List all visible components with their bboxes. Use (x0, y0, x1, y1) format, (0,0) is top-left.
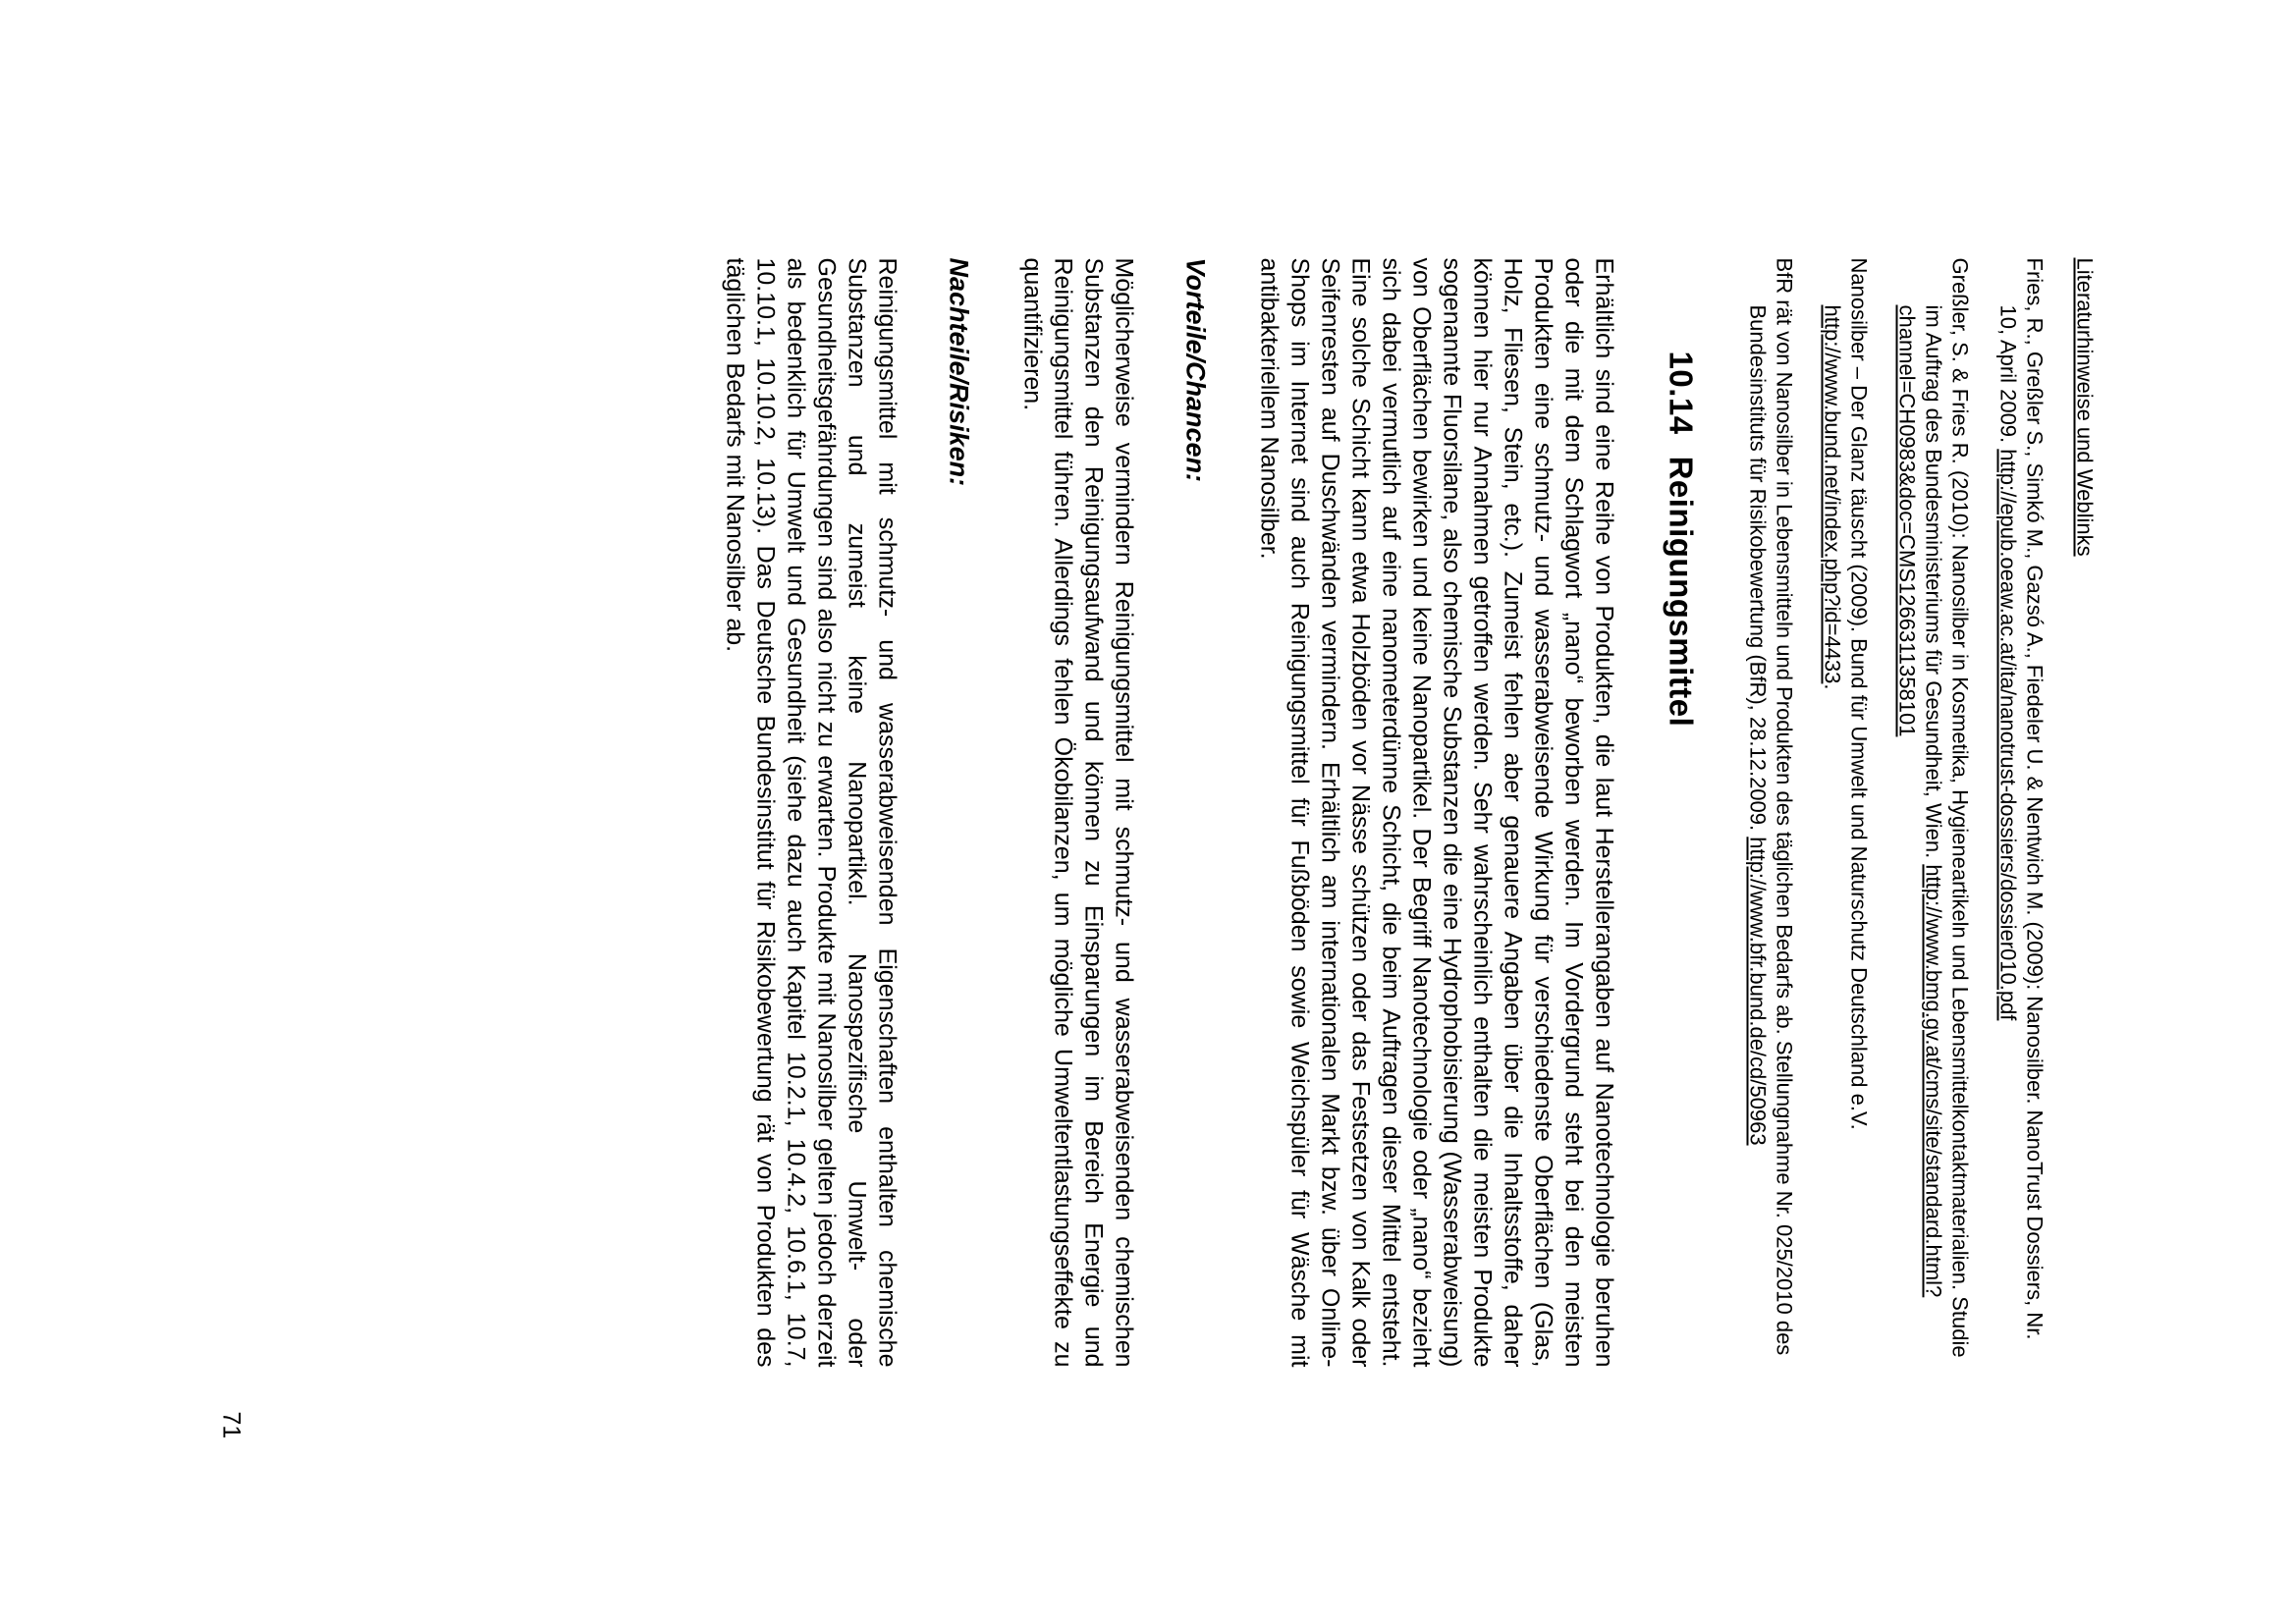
rotated-page (0, 1, 2294, 1624)
literature-heading: Literaturhinweise und Weblinks (2072, 257, 2098, 557)
reference-link[interactable]: http://epub.oeaw.ac.at/ita/nanotrust-dossiers/dossier010.pdf (1995, 449, 2021, 1021)
section-title-text: Reinigungsmittel (1663, 456, 1700, 728)
intro-paragraph: Erhältlich sind eine Reihe von Produkten, die laut Herstellerangaben auf Nanotechnologie beruhen oder die mit dem Schlagwort „nano“ beworben werden. Im Vordergrund steht bei den meisten Produkten eine schmutz- und wasserabweisende Wirkung für verschiedenste Oberflächen (Glas, Holz, Fliesen, Stein, etc.). Zumeist fehlen aber genauere Angaben über die Inhaltsstoffe, daher können hier nur Annahmen getroffen werden. Sehr wahrscheinlich enthalten die meisten Produkte sogenannte Fluorsilane, also chemische Substanzen die eine Hydrophobisierung (Wasserabweisung) von Oberflächen bewirken und keine Nanopartikel. Der Begriff Nanotechnologie oder „nano“ bezieht sich dabei vermutlich auf eine nanometerdünne Schicht, die beim Auftragen dieser Mittel entsteht. Eine solche Schicht kann etwa Holzböden vor Nässe schützen oder das Festsetzen von Kalk oder Seifenresten auf Duschwänden vermindern. Erhältlich am internationalen Markt bzw. über Online-Shops im Internet sind auch Reinigungsmittel für Fußböden sowie Weichspüler für Wäsche mit antibakteriellem Nanosilber. (1255, 257, 1618, 1368)
reference-link[interactable]: http://www.bfr.bund.de/cd/50963 (1745, 837, 1771, 1146)
reference-link[interactable]: http://www.bund.net/index.php?id=4433 (1820, 304, 1845, 684)
reference-item (1820, 258, 1873, 1368)
reference-item (1995, 258, 2048, 1368)
cons-heading: Nachteile/Risiken: (944, 257, 974, 487)
reference-item (1745, 258, 1798, 1368)
pros-heading: Vorteile/Chancen: (1180, 257, 1211, 483)
page-content (677, 258, 2098, 1368)
pros-paragraph: Möglicherweise vermindern Reinigungsmittel mit schmutz- und wasserabweisenden chemischen Substanzen den Reinigungsaufwand und können zu Einsparungen im Bereich Energie und Reinigungsmittel führen. Allerdings fehlen Ökobilanzen, um mögliche Umweltentlastungseffekte zu quantifizieren. (1018, 257, 1138, 1368)
reference-text: BfR rät von Nanosilber in Lebensmitteln und Produkten des täglichen Bedarfs ab. Stellungnahme Nr. 025/2010 des Bundesinstituts für Risikobewertung (BfR), 28.12.2009. (1745, 257, 1797, 1356)
reference-suffix: . (1820, 683, 1845, 690)
cons-paragraph: Reinigungsmittel mit schmutz- und wasserabweisenden Eigenschaften enthalten chemische Substanzen und zumeist keine Nanopartikel. Nanospezifische Umwelt- oder Gesundheitsgefährdungen sind also nicht zu erwarten. Produkte mit Nanosilber gelten jedoch derzeit als bedenklich für Umwelt und Gesundheit (siehe dazu auch Kapitel 10.2.1, 10.4.2, 10.6.1, 10.7, 10.10.1, 10.10.2, 10.13). Das Deutsche Bundesinstitut für Risikobewertung rät von Produkten des täglichen Bedarfs mit Nanosilber ab. (721, 257, 901, 1368)
reference-link[interactable]: http://www.bmg.gv.at/cms/site/standard.html?channel=CH0983&doc=CMS1266311358101 (1894, 304, 1946, 1298)
reference-text: Greßler, S. & Fries R. (2010): Nanosilber in Kosmetika, Hygieneartikeln und Lebensmittelkontaktmaterialien. Studie im Auftrag des Bundesministeriums für Gesundheit, Wien. (1921, 257, 1973, 1358)
reference-text: Nanosilber – Der Glanz täuscht (2009). Bund für Umwelt und Naturschutz Deutschland e.V. (1846, 257, 1872, 1130)
reference-text: Fries, R., Greßler S., Simkó M., Gazsó A., Fiedeler U. & Nentwich M. (2009): Nanosilber. NanoTrust Dossiers, Nr. 10, April 2009. (1995, 257, 2048, 1340)
page-number: 71 (217, 1411, 246, 1439)
section-number: 10.14 (1663, 351, 1700, 435)
reference-item (1894, 258, 1974, 1368)
section-title (1663, 352, 1700, 1368)
